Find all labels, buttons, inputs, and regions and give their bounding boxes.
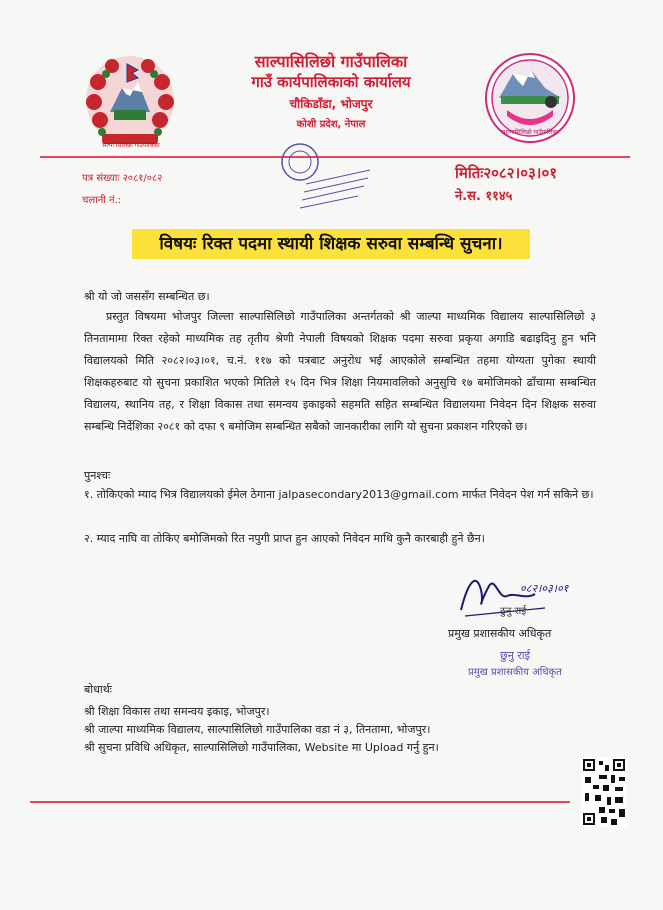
- salutation: श्री यो जो जससँग सम्बन्धित छ।: [84, 290, 210, 303]
- signer-stamp-title: प्रमुख प्रशासकीय अधिकृत: [468, 667, 562, 678]
- postscript-item: १. तोकिएको म्याद भित्र विद्यालयको ईमेल ठेगाना jalpasecondary2013@gmail.com मार्फत निवेदन पेश गर्न सकिने छ।: [84, 488, 594, 501]
- distribution-item: श्री सुचना प्रविधि अधिकृत, साल्पासिलिछो गाउँपालिका, Website मा Upload गर्नु हुन।: [84, 741, 439, 754]
- emblem-caption: सल्पा सिलिछो गाउँपालिका: [102, 142, 160, 149]
- org-name: साल्पासिलिछो गाउँपालिका: [254, 52, 408, 71]
- signer-name-handwritten: ठुनु राई: [500, 606, 527, 617]
- nepal-sambat-date: ने.स. ११४५: [455, 189, 513, 204]
- distribution-item: श्री जाल्पा माध्यमिक विद्यालय, साल्पासिलिछो गाउँपालिका वडा नं ३, तिनतामा, भोजपुर।: [84, 723, 431, 736]
- body-paragraph: प्रस्तुत विषयमा भोजपुर जिल्ला साल्पासिलिछो गाउँपालिका अन्तर्गतको श्री जाल्पा माध्यमिक विद्यालय साल्पासिलिछो ३ तिनतामामा रिक्त रहेको माध्यमिक तह तृतीय श्रेणी नेपाली विषयको शिक्षक पदमा सरुवा प्रकृया अगाडि बढाइदिनु हुन भनि विद्यालयको मिति २०८२।०३।०१, च.नं. ११७ को पत्रबाट अनुरोध भई आएकोले सम्बन्धित तहमा योग्यता पुगेका स्थायी शिक्षकहरुबाट यो सुचना प्रकाशित भएको मितिले १५ दिन भित्र शिक्षा नियमावलिको अनुसुचि १७ बमोजिमको ढाँचामा सम्बन्धित विद्यालय, स्थानिय तह, र शिक्षा विकास तथा समन्वय इकाइको सहमति सहित सम्बन्धित विद्यालयमा निवेदन दिन शिक्षक सरुवा सम्बन्धि निर्देशिका २०८१ को दफा ९ बमोजिम सम्बन्धित सबैको जानकारीका लागि यो सुचना प्रकाशन गरिएको छ।: [84, 310, 596, 433]
- postscript-item: २. म्याद नाघि वा तोकिए बमोजिमको रित नपुगी प्राप्त हुन आएको निवेदन माथि कुनै कारबाही हुने छैन।: [84, 532, 485, 545]
- qr-code-icon: [581, 757, 627, 827]
- letter-no-value: २०८१/०८२: [122, 173, 163, 184]
- distribution-item: श्री शिक्षा विकास तथा समन्वय इकाइ, भोजपुर।: [84, 705, 270, 718]
- signed-date: ०८२।०३।०१: [520, 582, 569, 595]
- letter-no: [82, 170, 162, 184]
- distribution-label: बोधार्थः: [84, 683, 112, 696]
- dispatch-no-label: चलानी नं.:: [82, 195, 122, 206]
- postscript-label: पुनश्चः: [84, 469, 111, 482]
- footer-divider: [30, 801, 570, 803]
- office-address: चौकिडाँडा, भोजपुर: [289, 97, 373, 111]
- letter-no-label: पत्र संख्याः: [82, 173, 120, 184]
- logo-caption: साल्पासिलिछो गाउँपालिका: [501, 129, 559, 136]
- letter-date: मितिः२०८२।०३।०१: [455, 164, 558, 182]
- province: कोशी प्रदेश, नेपाल: [296, 119, 366, 130]
- subject-line: विषयः रिक्त पदमा स्थायी शिक्षक सरुवा सम्बन्धि सुचना।: [132, 229, 530, 259]
- office-name: गाउँ कार्यपालिकाको कार्यालय: [251, 73, 411, 91]
- signer-title: प्रमुख प्रशासकीय अधिकृत: [448, 627, 552, 640]
- office-stamp-icon: [278, 140, 374, 214]
- nepal-emblem-icon: [80, 52, 180, 150]
- signer-stamp-name: छुनु राई: [500, 649, 531, 662]
